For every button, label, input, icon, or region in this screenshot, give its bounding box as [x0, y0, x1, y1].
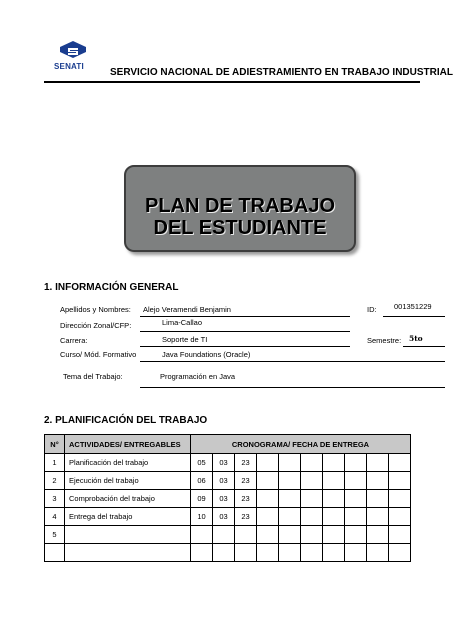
id-value: 001351229: [394, 302, 432, 311]
logo-text: SENATI: [54, 62, 84, 71]
row-year: [235, 544, 257, 562]
empty-cell: [389, 526, 411, 544]
empty-cell: [345, 508, 367, 526]
apellidos-label: Apellidos y Nombres:: [60, 305, 131, 314]
empty-cell: [345, 454, 367, 472]
empty-cell: [323, 508, 345, 526]
direccion-underline: [140, 331, 350, 332]
empty-cell: [345, 544, 367, 562]
empty-cell: [367, 544, 389, 562]
row-activity: Ejecución del trabajo: [65, 472, 191, 490]
row-activity: Planificación del trabajo: [65, 454, 191, 472]
row-day: [191, 526, 213, 544]
institution-name: SERVICIO NACIONAL DE ADIESTRAMIENTO EN TRABAJO INDUSTRIAL: [110, 67, 453, 78]
planning-table: [44, 434, 411, 562]
table-row: [45, 508, 411, 526]
empty-cell: [323, 526, 345, 544]
id-label: ID:: [367, 305, 377, 314]
empty-cell: [257, 472, 279, 490]
row-month: 03: [213, 472, 235, 490]
empty-cell: [301, 472, 323, 490]
empty-cell: [367, 490, 389, 508]
empty-cell: [389, 454, 411, 472]
empty-cell: [257, 490, 279, 508]
apellidos-value: Alejo Veramendi Benjamin: [143, 305, 231, 314]
empty-cell: [323, 472, 345, 490]
header-actividades: ACTIVIDADES/ ENTREGABLES: [65, 435, 191, 454]
empty-cell: [279, 544, 301, 562]
empty-cell: [367, 526, 389, 544]
row-year: 23: [235, 508, 257, 526]
empty-cell: [257, 526, 279, 544]
row-month: 03: [213, 508, 235, 526]
row-month: [213, 526, 235, 544]
empty-cell: [389, 508, 411, 526]
empty-cell: [367, 508, 389, 526]
tema-label: Tema del Trabajo:: [63, 372, 123, 381]
table-row: [45, 544, 411, 562]
empty-cell: [301, 490, 323, 508]
empty-cell: [345, 490, 367, 508]
header-n: N°: [45, 435, 65, 454]
semestre-underline: [403, 346, 445, 347]
table-row: [45, 472, 411, 490]
row-number: 5: [45, 526, 65, 544]
row-activity: [65, 544, 191, 562]
row-day: 10: [191, 508, 213, 526]
semestre-label: Semestre:: [367, 336, 402, 345]
row-activity: Entrega del trabajo: [65, 508, 191, 526]
section2-heading: 2. PLANIFICACIÓN DEL TRABAJO: [44, 415, 208, 426]
direccion-label: Dirección Zonal/CFP:: [60, 321, 132, 330]
carrera-underline: [140, 346, 350, 347]
row-activity: [65, 526, 191, 544]
table-row: [45, 490, 411, 508]
id-underline: [383, 316, 445, 317]
table-row: [45, 454, 411, 472]
empty-cell: [367, 472, 389, 490]
senati-logo-icon: [57, 40, 89, 80]
curso-label: Curso/ Mód. Formativo: [60, 350, 137, 359]
row-number: 3: [45, 490, 65, 508]
apellidos-underline: [140, 316, 350, 317]
section1-heading: 1. INFORMACIÓN GENERAL: [44, 282, 179, 293]
row-month: 03: [213, 454, 235, 472]
empty-cell: [301, 508, 323, 526]
empty-cell: [279, 526, 301, 544]
empty-cell: [301, 526, 323, 544]
header-divider: [44, 81, 420, 83]
empty-cell: [301, 544, 323, 562]
empty-cell: [345, 526, 367, 544]
empty-cell: [279, 490, 301, 508]
empty-cell: [257, 508, 279, 526]
semestre-value: 5to: [409, 334, 423, 343]
row-day: 09: [191, 490, 213, 508]
row-number: 2: [45, 472, 65, 490]
table-header-row: [45, 435, 411, 454]
empty-cell: [323, 490, 345, 508]
document-title: [126, 195, 354, 239]
empty-cell: [279, 454, 301, 472]
tema-underline: [140, 387, 445, 388]
row-year: 23: [235, 472, 257, 490]
empty-cell: [389, 472, 411, 490]
title-line-1: PLAN DE TRABAJO: [144, 195, 335, 217]
title-box: [124, 165, 356, 252]
empty-cell: [279, 508, 301, 526]
table-row: [45, 526, 411, 544]
curso-underline: [140, 361, 445, 362]
empty-cell: [323, 454, 345, 472]
empty-cell: [257, 454, 279, 472]
row-year: 23: [235, 454, 257, 472]
title-line-2: DEL ESTUDIANTE: [153, 217, 327, 239]
row-number: 4: [45, 508, 65, 526]
empty-cell: [345, 472, 367, 490]
row-year: 23: [235, 490, 257, 508]
carrera-value: Soporte de TI: [162, 335, 208, 344]
row-number: 1: [45, 454, 65, 472]
row-month: [213, 544, 235, 562]
empty-cell: [389, 490, 411, 508]
row-year: [235, 526, 257, 544]
empty-cell: [279, 472, 301, 490]
header-cronograma: CRONOGRAMA/ FECHA DE ENTREGA: [191, 435, 411, 454]
row-activity: Comprobación del trabajo: [65, 490, 191, 508]
empty-cell: [367, 454, 389, 472]
curso-value: Java Foundations (Oracle): [162, 350, 251, 359]
empty-cell: [301, 454, 323, 472]
row-month: 03: [213, 490, 235, 508]
direccion-value: Lima-Callao: [162, 318, 203, 327]
row-day: [191, 544, 213, 562]
row-day: 06: [191, 472, 213, 490]
row-day: 05: [191, 454, 213, 472]
empty-cell: [389, 544, 411, 562]
empty-cell: [257, 544, 279, 562]
tema-value: Programación en Java: [160, 372, 236, 381]
carrera-label: Carrera:: [60, 336, 88, 345]
row-number: [45, 544, 65, 562]
empty-cell: [323, 544, 345, 562]
